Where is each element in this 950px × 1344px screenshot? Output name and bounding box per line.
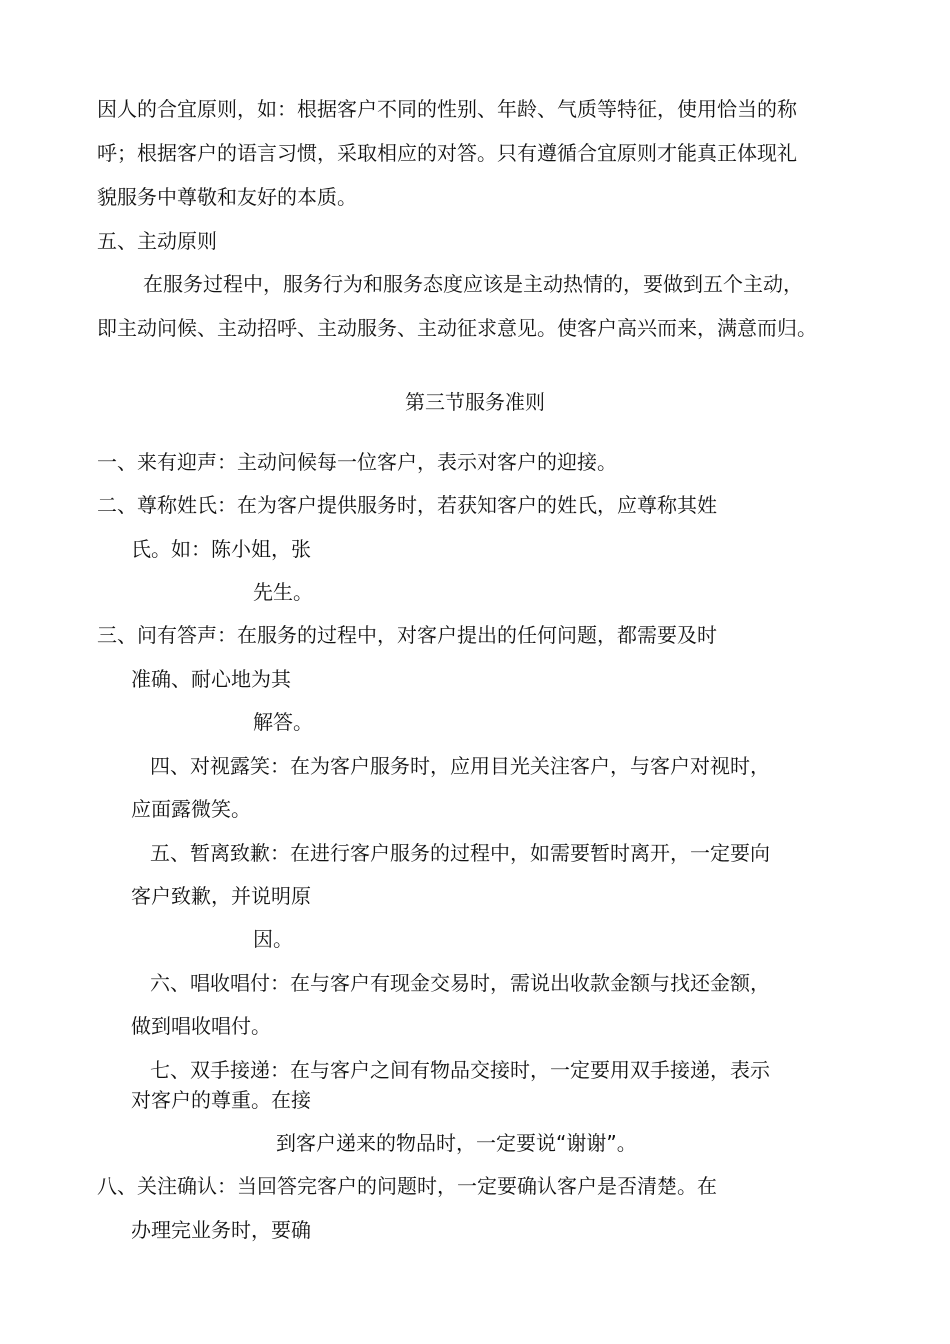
rule-line: 三、问有答声：在服务的过程中，对客户提出的任何问题，都需要及时 [97, 623, 717, 647]
principle-paragraph-line: 即主动问候、主动招呼、主动服务、主动征求意见。使客户高兴而来，满意而归。 [97, 316, 817, 340]
principle-heading: 五、主动原则 [97, 229, 217, 253]
rule-line: 应面露微笑。 [131, 797, 251, 821]
rule-line: 五、暂离致歉：在进行客户服务的过程中，如需要暂时离开，一定要向 [150, 841, 770, 865]
rule-line: 二、尊称姓氏：在为客户提供服务时，若获知客户的姓氏，应尊称其姓 [97, 493, 717, 517]
rule-line: 七、双手接递：在与客户之间有物品交接时，一定要用双手接递，表示 [150, 1058, 770, 1082]
intro-line: 呼；根据客户的语言习惯，采取相应的对答。只有遵循合宜原则才能真正体现礼 [97, 141, 797, 165]
rule-line: 对客户的尊重。在接 [131, 1088, 311, 1112]
intro-line: 因人的合宜原则，如：根据客户不同的性别、年龄、气质等特征，使用恰当的称 [97, 97, 797, 121]
rule-line: 氏。如：陈小姐，张 [131, 537, 311, 561]
principle-paragraph-line: 在服务过程中，服务行为和服务态度应该是主动热情的，要做到五个主动， [143, 272, 803, 296]
rule-line: 六、唱收唱付：在与客户有现金交易时，需说出收款金额与找还金额， [150, 971, 770, 995]
section-title: 第三节服务准则 [405, 390, 545, 414]
rule-line: 客户致歉，并说明原 [131, 884, 311, 908]
rule-line: 四、对视露笑：在为客户服务时，应用目光关注客户，与客户对视时， [150, 754, 770, 778]
rule-line: 解答。 [253, 710, 313, 734]
rule-line: 做到唱收唱付。 [131, 1014, 271, 1038]
rule-line: 先生。 [253, 580, 313, 604]
rule-line: 八、关注确认：当回答完客户的问题时，一定要确认客户是否清楚。在 [97, 1174, 717, 1198]
rule-line: 准确、耐心地为其 [131, 667, 291, 691]
intro-line: 貌服务中尊敬和友好的本质。 [97, 185, 357, 209]
rule-line: 到客户递来的物品时，一定要说“谢谢”。 [276, 1131, 637, 1155]
rule-line: 办理完业务时，要确 [131, 1218, 311, 1242]
rule-line: 一、来有迎声：主动问候每一位客户，表示对客户的迎接。 [97, 450, 617, 474]
rule-line: 因。 [253, 927, 293, 951]
